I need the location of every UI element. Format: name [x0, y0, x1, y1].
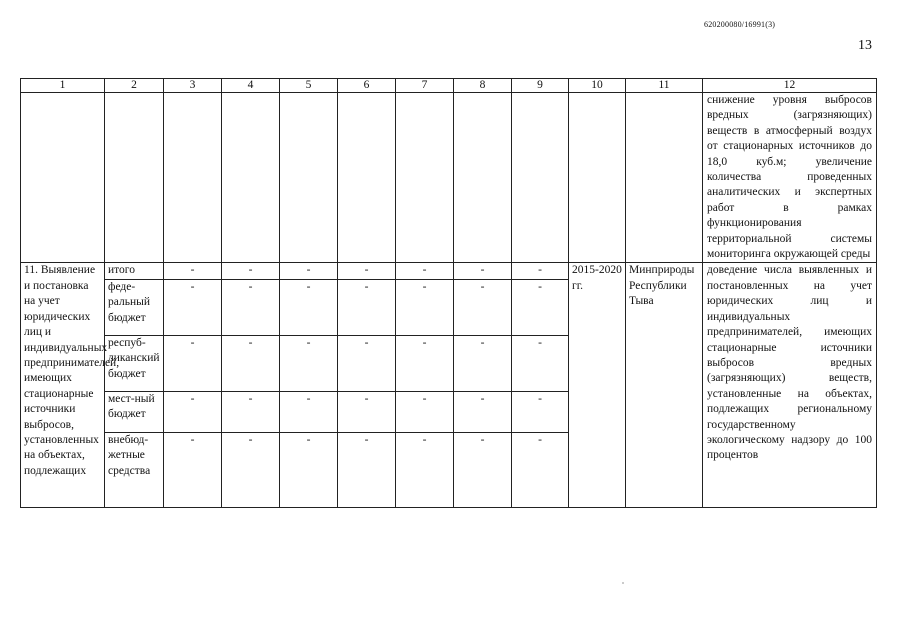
value-cell: -: [222, 279, 280, 335]
column-header: 9: [512, 79, 569, 93]
value-cell: -: [396, 335, 454, 391]
value-cell: -: [338, 391, 396, 432]
page-number: 13: [858, 38, 872, 53]
value-cell: -: [454, 432, 512, 507]
value-cell: -: [222, 335, 280, 391]
program-measures-table: [20, 78, 877, 508]
table-cell: [396, 93, 454, 263]
column-header: 1: [21, 79, 105, 93]
scan-speck: [622, 582, 624, 584]
table-cell: [338, 93, 396, 263]
table-cell: [512, 93, 569, 263]
value-cell: -: [512, 391, 569, 432]
table-cell: [21, 93, 105, 263]
value-cell: -: [280, 432, 338, 507]
value-cell: -: [164, 432, 222, 507]
value-cell: -: [454, 263, 512, 279]
column-header: 8: [454, 79, 512, 93]
funding-source-label: итого: [105, 263, 164, 279]
column-header: 2: [105, 79, 164, 93]
value-cell: -: [280, 391, 338, 432]
funding-source-label: мест-ный бюджет: [105, 391, 164, 432]
funding-source-label: респуб-ликанский бюджет: [105, 335, 164, 391]
value-cell: -: [222, 391, 280, 432]
value-cell: -: [280, 335, 338, 391]
value-cell: -: [396, 263, 454, 279]
value-cell: -: [512, 279, 569, 335]
funding-source-label: феде-ральный бюджет: [105, 279, 164, 335]
funding-source-label: внебюд-жетные средства: [105, 432, 164, 507]
source-row-total: [21, 263, 877, 279]
column-header: 10: [569, 79, 626, 93]
expected-results-cell: снижение уровня выбросов вредных (загрязняющих) веществ в атмосферный воздух от стационарных источников до 18,0 куб.м; увеличение количества проведенных аналитических и экспертных работ в рамках функционирования территориальной системы мониторинга окружающей среды: [703, 93, 877, 263]
table-cell: [626, 93, 703, 263]
executor-cell: Минприроды Республики Тыва: [626, 263, 703, 507]
table-cell: [105, 93, 164, 263]
column-header: 7: [396, 79, 454, 93]
value-cell: -: [164, 279, 222, 335]
value-cell: -: [222, 263, 280, 279]
column-header: 6: [338, 79, 396, 93]
value-cell: -: [338, 263, 396, 279]
document-id: 620200080/16991(3): [704, 20, 776, 29]
value-cell: -: [338, 432, 396, 507]
value-cell: -: [338, 335, 396, 391]
column-header: 4: [222, 79, 280, 93]
continuation-row: [21, 93, 877, 263]
value-cell: -: [338, 279, 396, 335]
value-cell: -: [280, 279, 338, 335]
value-cell: -: [454, 391, 512, 432]
value-cell: -: [164, 335, 222, 391]
value-cell: -: [512, 335, 569, 391]
table-cell: [569, 93, 626, 263]
value-cell: -: [396, 279, 454, 335]
table-cell: [164, 93, 222, 263]
column-header: 11: [626, 79, 703, 93]
value-cell: -: [396, 391, 454, 432]
value-cell: -: [512, 432, 569, 507]
column-header: 12: [703, 79, 877, 93]
table-cell: [454, 93, 512, 263]
value-cell: -: [454, 279, 512, 335]
value-cell: -: [454, 335, 512, 391]
expected-results-cell: доведение числа выявленных и постановленных на учет юридических лиц и индивидуальных предпринимателей, имеющих стационарные источники выбросов вредных (загрязняющих) веществ, установленные на объектах, подлежащих региональному государственному экологическому надзору до 100 процентов: [703, 263, 877, 507]
value-cell: -: [222, 432, 280, 507]
measure-name-cell: 11. Выявление и постановка на учет юридических лиц и индивидуальных предпринимателей, имеющих стационарные источники выбросов, установленных на объектах, подлежащих: [21, 263, 105, 507]
column-header: 3: [164, 79, 222, 93]
value-cell: -: [280, 263, 338, 279]
value-cell: -: [164, 263, 222, 279]
value-cell: -: [164, 391, 222, 432]
period-cell: 2015-2020 гг.: [569, 263, 626, 507]
table-cell: [222, 93, 280, 263]
column-header: 5: [280, 79, 338, 93]
table-cell: [280, 93, 338, 263]
value-cell: -: [396, 432, 454, 507]
value-cell: -: [512, 263, 569, 279]
column-number-row: [21, 79, 877, 93]
